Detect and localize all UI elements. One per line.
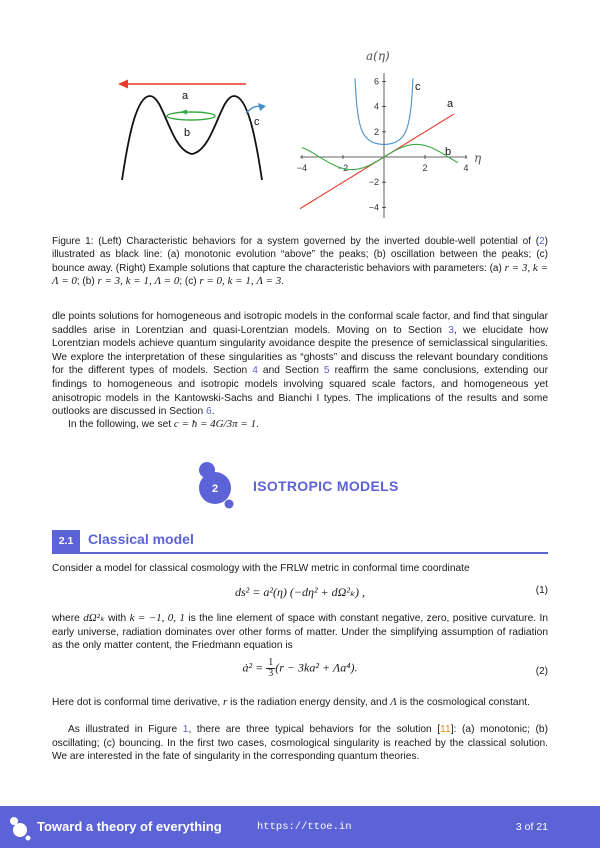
caption-param-a: r = 3, k = Λ = 0 — [52, 261, 548, 288]
caption-text: ) illustrated as black line: (a) monotonic evolution “above” the peaks; (b) oscillation between the peaks; (c) bounce away. (Right) Example solutions that capture the characteristic behaviors with parameters: (a) — [52, 236, 548, 274]
footer-logo-icon — [6, 814, 34, 842]
caption-text: . — [281, 276, 284, 288]
x-tick-label: 2 — [422, 163, 428, 173]
equation-2-body — [52, 658, 548, 679]
equation-2 — [52, 658, 548, 688]
units-text: . — [256, 419, 259, 430]
equation-2-lhs: ȧ² = — [242, 660, 267, 675]
equation-2-rhs: (r − 3ka² + Λa⁴). — [275, 660, 358, 675]
citation-ref-11[interactable]: 11 — [440, 724, 451, 735]
equation-1-number: (1) — [535, 585, 548, 596]
figure-left — [110, 70, 280, 190]
blue-bounce-c — [246, 103, 266, 113]
equation-1 — [52, 585, 548, 607]
section-ref-3[interactable]: 3 — [448, 324, 454, 336]
right-label-b: b — [445, 146, 452, 158]
body-text: is the line element of space with constant negative, zero, positive curvature. In early universe, radiation dominates over other forms of matter. Under the simplifying assumption of radiation as the only matter content, the Friedmann equation is — [52, 613, 549, 652]
caption-prefix: Figure 1: — [52, 236, 94, 247]
body-text: is the radiation energy density, and — [227, 697, 391, 708]
caption-eq-ref[interactable]: 2 — [539, 236, 545, 247]
units-paragraph — [52, 418, 548, 432]
x-tick-label: 4 — [463, 163, 469, 173]
red-arrow-a — [118, 80, 246, 89]
body-paragraph-2 — [52, 612, 548, 653]
section-ref-4[interactable]: 4 — [252, 365, 258, 377]
left-label-a: a — [182, 90, 189, 102]
figure-ref-1[interactable]: 1 — [182, 724, 189, 735]
body-text: As illustrated in Figure — [68, 724, 183, 735]
subsection-number: 2.1 — [52, 530, 80, 552]
intro-text: , we elucidate how Lorentzian models achieve quantum singularity avoidance despite the presence of semiclassical singularities. We explore the interpretation of these singularities as “ghosts” and discuss the relevant boundary conditions for the different types of models. Section — [52, 324, 548, 377]
fraction-denominator: 3 — [268, 668, 274, 679]
intro-text: . — [211, 406, 215, 418]
section-ref-5[interactable]: 5 — [323, 365, 330, 377]
x-axis-label: η — [474, 151, 482, 165]
y-axis-label: a(η) — [366, 49, 390, 63]
figure-right — [290, 40, 490, 220]
body-text: ]: (a) monotonic; (b) oscillating; (c) bouncing. In the first two cases, cosmological singularity is reached by the classical solution. We are interested in the fate of singularity in the corresponding quantum theories. — [52, 724, 548, 763]
equation-1-body: ds² = a²(η) (−dη² + dΩ²ₖ) , — [234, 585, 366, 599]
potential-curve — [122, 96, 262, 180]
x-tick-label: −2 — [337, 163, 349, 173]
equation-2-number: (2) — [535, 666, 548, 677]
intro-text: reaffirm the same conclusions, extending our findings to homogeneous and isotropic models involving squared scale factors, and homogeneous yet anisotropic models in the Kantowski-Sachs and Bianchi I types. The implications of the results and some outlooks are discussed in Section — [52, 365, 548, 418]
y-tick-label: −2 — [368, 177, 379, 188]
caption-param-b: r = 3, k = 1, Λ = 0 — [97, 275, 180, 288]
fraction-numerator: 1 — [268, 657, 274, 668]
body-paragraph-3 — [52, 696, 548, 710]
figure-caption — [52, 235, 548, 289]
equation-2-fraction — [266, 658, 275, 679]
right-label-a: a — [447, 98, 454, 110]
intro-paragraph — [52, 310, 548, 419]
footer-url[interactable]: https://ttoe.in — [257, 821, 352, 833]
cosmological-constant-math: Λ — [390, 696, 397, 708]
line-element-math: dΩ²ₖ — [83, 612, 105, 624]
units-text: In the following, we set — [68, 419, 174, 430]
section-icon — [188, 460, 244, 510]
left-label-b: b — [184, 127, 191, 139]
intro-text: and Section — [257, 365, 324, 377]
green-oscillation-b — [167, 110, 215, 121]
subsection-title: Classical model — [88, 531, 194, 547]
energy-density-math: r — [223, 696, 228, 708]
section-ref-6[interactable]: 6 — [206, 406, 212, 418]
body-text: where — [52, 613, 84, 624]
y-tick-label: 6 — [373, 76, 379, 87]
body-text: , there are three typical behaviors for the solution [ — [188, 724, 441, 735]
page-footer — [0, 806, 600, 848]
caption-param-c: r = 0, k = 1, Λ = 3 — [199, 275, 282, 288]
y-tick-label: −4 — [368, 202, 379, 213]
body-paragraph-1 — [52, 562, 548, 576]
x-tick-label: −4 — [296, 163, 308, 173]
caption-text: ; (c) — [179, 276, 200, 288]
caption-text: (Left) Characteristic behaviors for a system governed by the inverted double-well potential of ( — [93, 236, 540, 247]
curvature-math: k = −1, 0, 1 — [129, 612, 185, 624]
right-label-c: c — [415, 81, 421, 93]
y-tick-label: 4 — [373, 101, 379, 112]
body-paragraph-4 — [52, 723, 548, 764]
intro-text: dle points solutions for homogeneous and isotropic models in the conformal scale factor, and find that singular saddles arise in Lorentzian and quasi-Lorentzian models. Moving on to Section — [52, 311, 548, 336]
left-label-c: c — [254, 116, 260, 128]
footer-brand: Toward a theory of everything — [37, 819, 222, 834]
section-title: ISOTROPIC MODELS — [253, 478, 399, 494]
section-number: 2 — [211, 483, 219, 495]
body-text: with — [104, 613, 130, 624]
subsection-rule — [52, 552, 548, 554]
body-text: Here dot is conformal time derivative, — [52, 697, 223, 708]
y-tick-label: 2 — [373, 126, 379, 137]
units-math: c = ħ = 4G/3π = 1 — [173, 418, 257, 430]
caption-text: ; (b) — [76, 276, 98, 288]
body-text: is the cosmological constant. — [396, 697, 530, 708]
body-text: Consider a model for classical cosmology with the FRLW metric in conformal time coordinate — [52, 563, 470, 574]
footer-page-number: 3 of 21 — [515, 821, 548, 833]
